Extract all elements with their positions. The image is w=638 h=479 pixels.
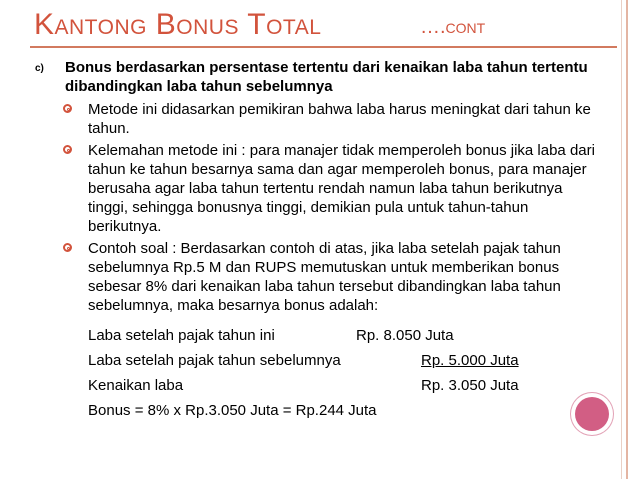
calc-result [88,401,558,426]
calc-value: Rp. 8.050 Juta [356,327,454,344]
bullet-ring-icon [63,104,72,113]
frame-line-outer [626,0,628,479]
calc-row [88,376,558,401]
bullet-text: Metode ini didasarkan pemikiran bahwa laba harus meningkat dari tahun ke tahun. [88,101,591,137]
bullet-item [63,100,603,138]
calculation [88,326,558,426]
calc-label: Kenaikan laba [88,377,184,394]
title-continued: ….cont [420,16,486,38]
calc-row [88,351,558,376]
section-label: c) [35,63,44,74]
bullet-ring-icon [63,243,72,252]
calc-label: Laba setelah pajak tahun sebelumnya [88,352,341,369]
title-divider [30,46,617,48]
frame-line-inner [621,0,622,479]
bullet-text: Kelemahan metode ini : para manajer tidak memperoleh bonus jika laba dari tahun ke tahun besarnya sama dan agar memperoleh bonus, para manajer berusaha agar laba tahun tertentu rendah namun laba tahun berikutnya tinggi, sehingga bonusnya tinggi, demikian pula untuk tahun-tahun berikutnya. [88,142,595,235]
bullet-ring-icon [63,145,72,154]
calc-label: Laba setelah pajak tahun ini [88,327,275,344]
bullet-text: Contoh soal : Berdasarkan contoh di atas, jika laba setelah pajak tahun sebelumnya Rp.5 M dan RUPS memutuskan untuk memberikan bonus sebesar 8% dari kenaikan laba tahun tersebut dibandingkan laba tahun sebelumnya, maka besarnya bonus adalah: [88,240,561,314]
bullet-item [63,141,603,236]
calc-value: Rp. 3.050 Juta [421,377,519,394]
section-heading: Bonus berdasarkan persentase tertentu dari kenaikan laba tahun tertentu dibandingkan laba tahun sebelumnya [65,59,588,95]
decorative-circle [575,397,609,431]
bullet-item [63,239,603,315]
calc-result-text: Bonus = 8% x Rp.3.050 Juta = Rp.244 Juta [88,402,377,419]
calc-value: Rp. 5.000 Juta [421,352,519,369]
section-c [35,58,595,96]
slide-title: Kantong Bonus Total [34,8,322,41]
calc-row [88,326,558,351]
bullet-list [63,100,603,318]
